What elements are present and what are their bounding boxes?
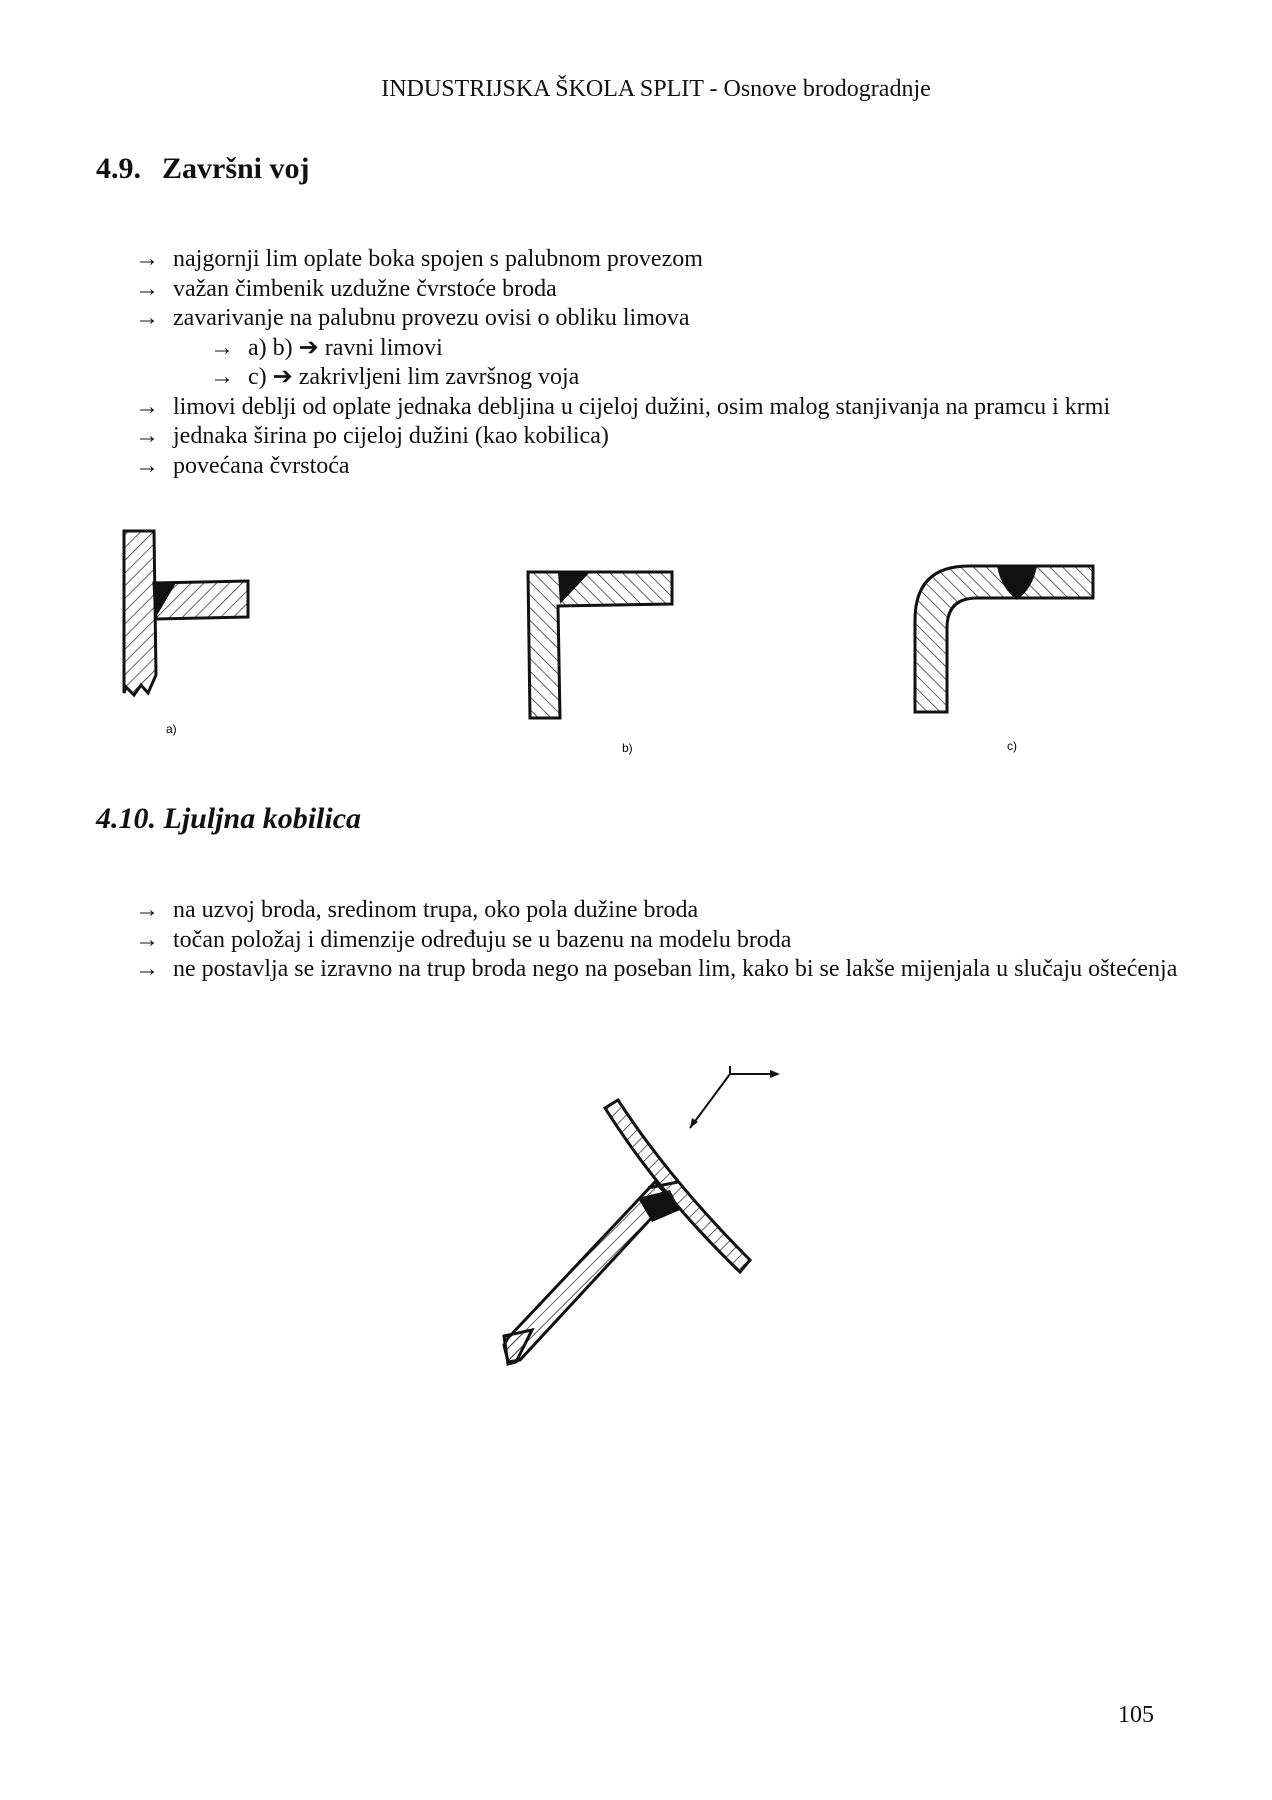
arrow-icon: →	[135, 305, 159, 331]
page-header: INDUSTRIJSKA ŠKOLA SPLIT - Osnove brodogradnje	[381, 76, 931, 102]
arrow-icon: →	[135, 897, 159, 923]
arrow-icon: →	[135, 956, 159, 982]
arrow-icon: →	[135, 423, 159, 449]
section1-list	[135, 245, 1180, 481]
section-title: Završni voj	[162, 152, 310, 185]
arrow-icon: →	[135, 926, 159, 953]
list-item: → na uzvoj broda, sredinom trupa, oko pola dužine broda	[135, 896, 1180, 926]
arrow-icon: →	[210, 334, 234, 361]
list-item: → povećana čvrstoća	[135, 452, 1180, 482]
section2-list	[135, 896, 1180, 985]
figure-label-b: b)	[622, 741, 633, 755]
list-item: → zavarivanje na palubnu provezu ovisi o obliku limova	[135, 304, 1180, 334]
arrow-icon: →	[135, 452, 159, 479]
list-item: → točan položaj i dimenzije određuju se u bazenu na modelu broda	[135, 926, 1180, 956]
figure-label-a: a)	[166, 722, 177, 736]
list-item: → ne postavlja se izravno na trup broda nego na poseban lim, kako bi se lakše mijenjala u slučaju oštećenja	[135, 955, 1180, 985]
list-item: → najgornji lim oplate boka spojen s palubnom provezom	[135, 245, 1180, 275]
figure-b-corner-joint	[520, 560, 690, 760]
list-item: → jednaka širina po cijeloj dužini (kao kobilica)	[135, 422, 1180, 452]
list-subitem: → a) b) ➔ ravni limovi	[135, 334, 1180, 364]
section-number: 4.9.	[96, 152, 141, 185]
list-item: → važan čimbenik uzdužne čvrstoće broda	[135, 275, 1180, 305]
section-heading-4-10: 4.10. Ljuljna kobilica	[96, 802, 362, 835]
arrow-icon: →	[210, 364, 234, 390]
figure-label-c: c)	[1007, 739, 1017, 753]
figure-c-rounded-joint	[905, 550, 1105, 760]
arrow-icon: →	[135, 393, 159, 420]
arrow-icon: →	[135, 246, 159, 272]
list-item: → limovi deblji od oplate jednaka debljina u cijeloj dužini, osim malog stanjivanja na pramcu i krmi	[135, 393, 1180, 423]
arrow-icon: →	[135, 275, 159, 302]
figure-a-t-joint	[96, 525, 266, 745]
page-number: 105	[1118, 1702, 1154, 1728]
figure-bilge-keel	[490, 1060, 820, 1380]
section-heading-4-9	[96, 152, 310, 186]
list-subitem: → c) ➔ zakrivljeni lim završnog voja	[135, 363, 1180, 393]
